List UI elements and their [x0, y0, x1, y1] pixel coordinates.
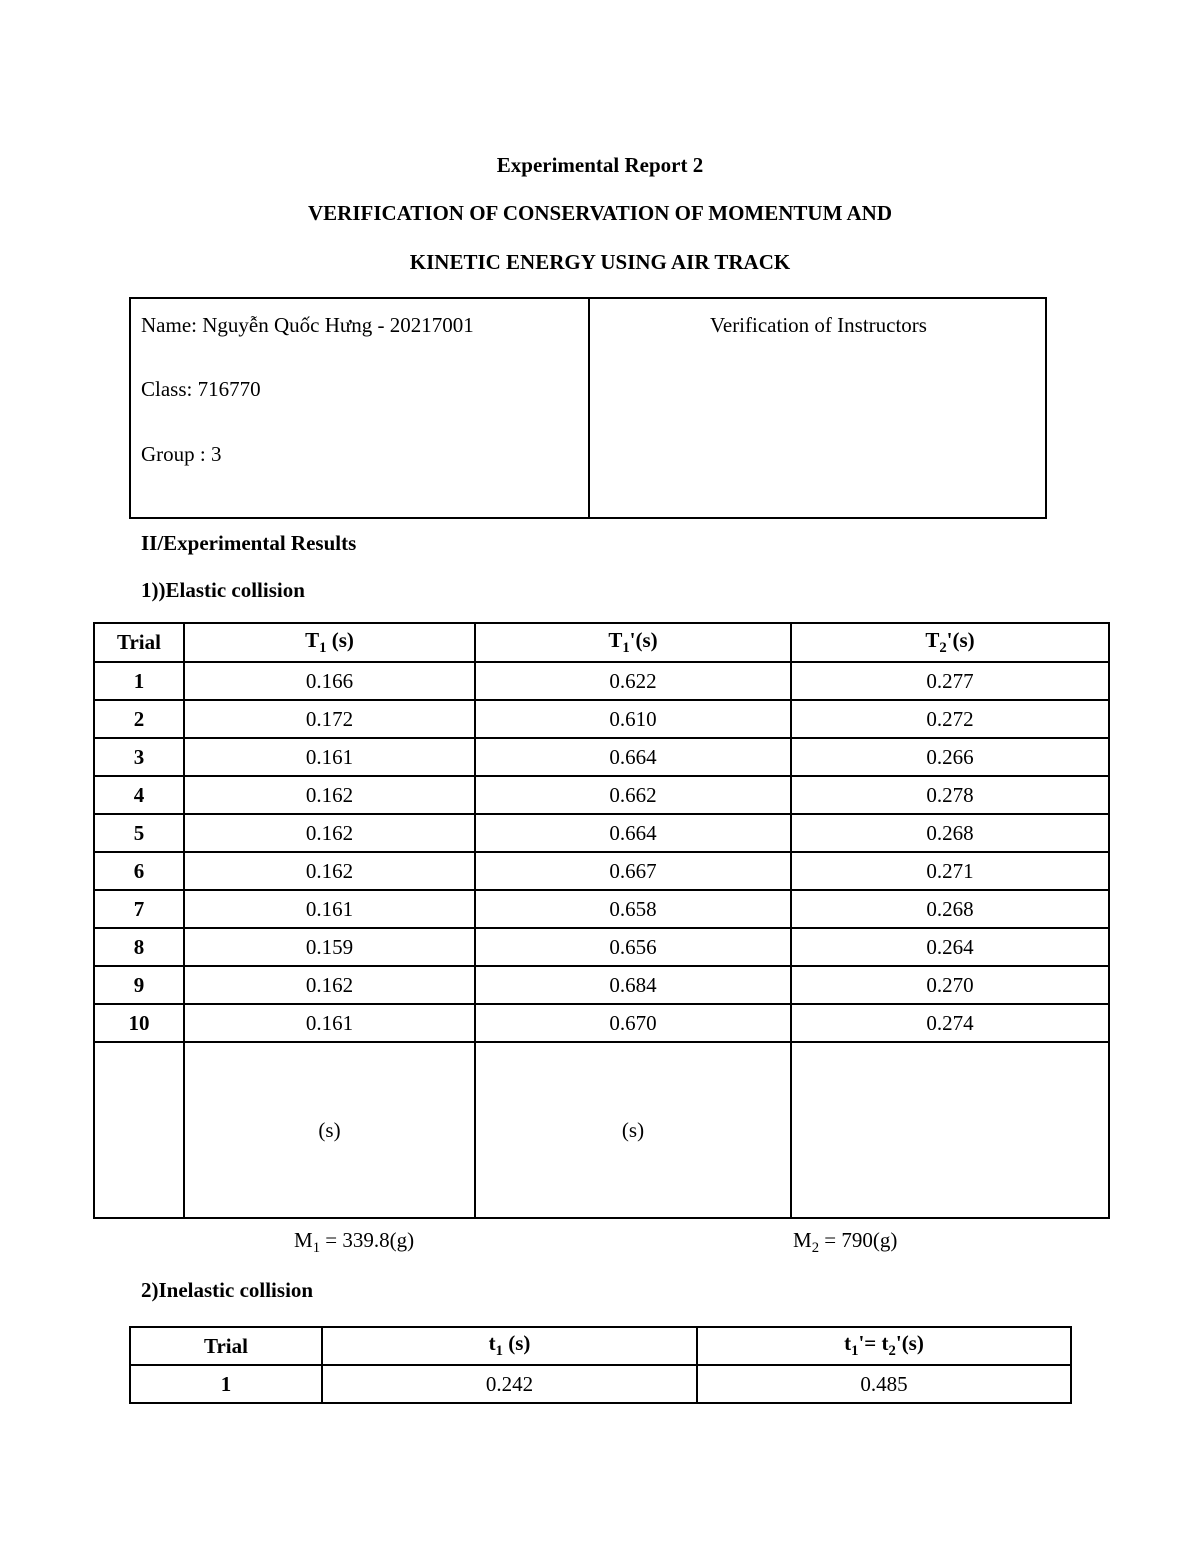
cell-t1: 0.162: [184, 852, 475, 890]
mass-m2: $M_2 = 790(g)$: [793, 1228, 898, 1257]
trial-number: 8: [94, 928, 184, 966]
section-inelastic-collision: 2)Inelastic collision: [141, 1278, 314, 1302]
trial-number: 4: [94, 776, 184, 814]
cell-t1-prime: 0.656: [475, 928, 791, 966]
mass-m1: $M_1 = 339.8(g)$: [294, 1228, 415, 1257]
table-header-row: [130, 1327, 1071, 1365]
table-row: [94, 776, 1109, 814]
summary-t2-prime: [791, 1042, 1109, 1218]
trial-number: 5: [94, 814, 184, 852]
cell-t1: 0.161: [184, 1004, 475, 1042]
cell-t1-prime: 0.610: [475, 700, 791, 738]
column-header-trial: Trial: [130, 1327, 322, 1365]
cell-t1: 0.162: [184, 814, 475, 852]
table-row: [130, 1365, 1071, 1403]
trial-number: 1: [94, 662, 184, 700]
cell-t2-prime: 0.272: [791, 700, 1109, 738]
table-row: [94, 738, 1109, 776]
table-row: [94, 852, 1109, 890]
cell-t2-prime: 0.268: [791, 890, 1109, 928]
section-experimental-results: II/Experimental Results: [141, 531, 357, 555]
cell-t2-prime: 0.270: [791, 966, 1109, 1004]
cell-t1: 0.172: [184, 700, 475, 738]
table-row: [94, 966, 1109, 1004]
column-header-t1: $t_1$ (s): [322, 1327, 697, 1365]
cell-t1: 0.161: [184, 738, 475, 776]
table-summary-row: [94, 1042, 1109, 1218]
trial-number: 3: [94, 738, 184, 776]
cell-t1-prime: 0.622: [475, 662, 791, 700]
cell-t1: 0.166: [184, 662, 475, 700]
cell-t1-prime: 0.684: [475, 966, 791, 1004]
trial-number: 7: [94, 890, 184, 928]
report-subtitle-line-2: KINETIC ENERGY USING AIR TRACK: [409, 250, 791, 274]
table-row: [94, 700, 1109, 738]
table-row: [94, 814, 1109, 852]
trial-number: 1: [130, 1365, 322, 1403]
trial-number: 2: [94, 700, 184, 738]
column-header-trial: Trial: [94, 623, 184, 662]
cell-t1: 0.242: [322, 1365, 697, 1403]
cell-t1: 0.159: [184, 928, 475, 966]
cell-t2-prime: 0.271: [791, 852, 1109, 890]
cell-t1-prime: 0.664: [475, 738, 791, 776]
cell-t1-prime: 0.662: [475, 776, 791, 814]
table-row: [94, 928, 1109, 966]
instructor-verification-label: Verification of Instructors: [710, 313, 927, 337]
report-title: Experimental Report 2: [496, 153, 704, 177]
cell-t1-prime: 0.664: [475, 814, 791, 852]
cell-t2-prime: 0.274: [791, 1004, 1109, 1042]
table-row: [94, 662, 1109, 700]
student-group: Group : 3: [141, 442, 222, 466]
trial-number: 10: [94, 1004, 184, 1042]
table-header-row: [94, 623, 1109, 662]
column-header-t1-prime: $T_1'(s)$: [475, 623, 791, 662]
trial-number: 6: [94, 852, 184, 890]
report-subtitle-line-1: VERIFICATION OF CONSERVATION OF MOMENTUM AND: [308, 201, 892, 225]
section-elastic-collision: 1))Elastic collision: [141, 578, 305, 602]
cell-t1-prime: 0.670: [475, 1004, 791, 1042]
cell-t1: 0.161: [184, 890, 475, 928]
cell-t1-prime: 0.658: [475, 890, 791, 928]
student-name: Name: Nguyễn Quốc Hưng - 20217001: [141, 313, 474, 337]
column-header-t2-prime: $T_2'(s)$: [791, 623, 1109, 662]
cell-t-shared: 0.485: [697, 1365, 1071, 1403]
inelastic-collision-table: [129, 1326, 1072, 1404]
summary-trial-cell: [94, 1042, 184, 1218]
cell-t2-prime: 0.264: [791, 928, 1109, 966]
summary-t1: (s): [184, 1042, 475, 1218]
cell-t1: 0.162: [184, 776, 475, 814]
cell-t1: 0.162: [184, 966, 475, 1004]
table-row: [94, 890, 1109, 928]
trial-number: 9: [94, 966, 184, 1004]
cell-t2-prime: 0.266: [791, 738, 1109, 776]
table-row: [94, 1004, 1109, 1042]
column-header-t1-prime-equals-t2-prime: $t_1'= t_2'(s)$: [697, 1327, 1071, 1365]
cell-t2-prime: 0.268: [791, 814, 1109, 852]
summary-t1-prime: (s): [475, 1042, 791, 1218]
cell-t1-prime: 0.667: [475, 852, 791, 890]
elastic-collision-table: [93, 622, 1110, 1219]
column-header-t1: $T_1$ (s): [184, 623, 475, 662]
cell-t2-prime: 0.278: [791, 776, 1109, 814]
cell-t2-prime: 0.277: [791, 662, 1109, 700]
student-info-box: [129, 297, 1047, 519]
student-class: Class: 716770: [141, 377, 261, 401]
